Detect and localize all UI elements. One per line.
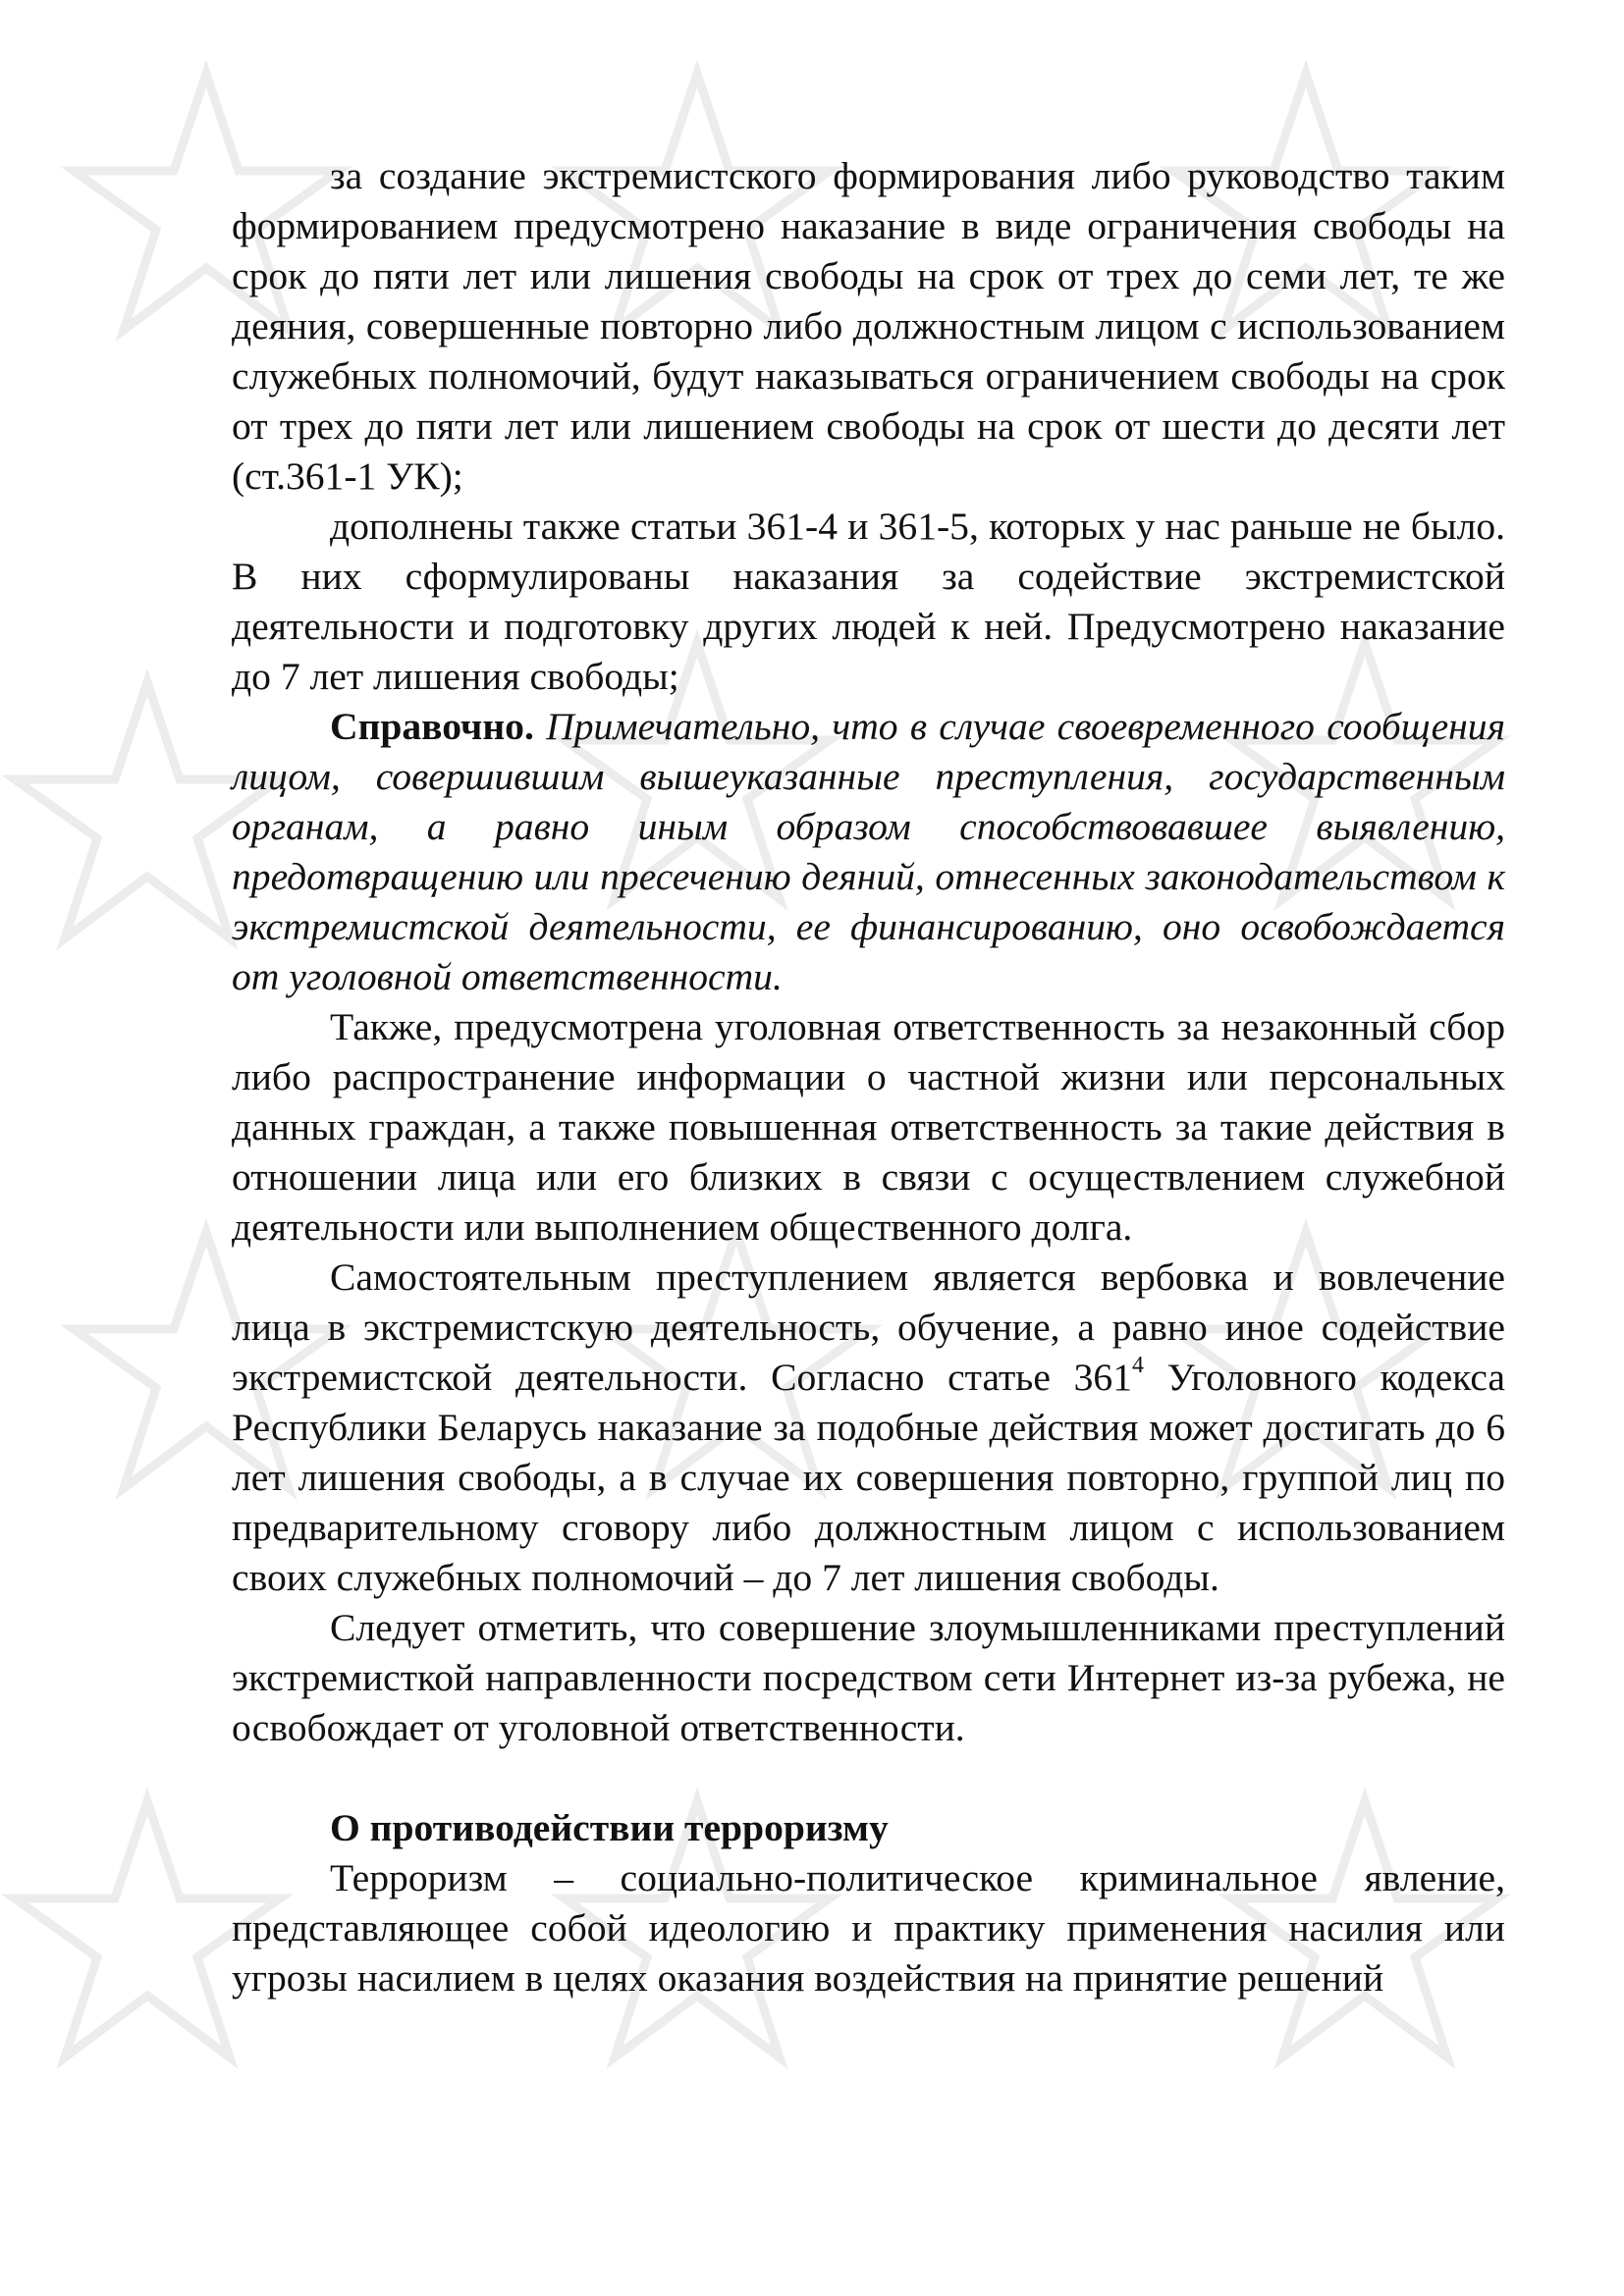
article-superscript: 4 [1131, 1353, 1144, 1379]
paragraph-internet-abroad: Следует отметить, что совершение злоумышленниками преступлений экстремисткой направленности посредством сети Интернет из-за рубежа, не освобождает от уголовной ответственности. [232, 1606, 1505, 1749]
paragraph-articles-361-4-361-5: дополнены также статьи 361-4 и 361-5, которых у нас раньше не было. В них сформулированы наказания за содействие экстремистской деятельности и подготовку других людей к ней. Предусмотрено наказание до 7 лет лишения свободы; [232, 505, 1505, 698]
paragraph-reference-note [232, 702, 1505, 1002]
reference-note-text: Примечательно, что в случае своевременного сообщения лицом, совершившим вышеуказанные преступления, государственным органам, а равно иным образом способствовавшее выявлению, предотвращению или пресечению деяний, отнесенных законодательством к экстремистской деятельности, ее финансированию, оно освобождается от уголовной ответственности. [232, 705, 1505, 998]
document-body [232, 151, 1505, 2003]
paragraph-terrorism-definition: Терроризм – социально-политическое криминальное явление, представляющее собой идеологию и практику применения насилия или угрозы насилием в целях оказания воздействия на принятие решений [232, 1856, 1505, 2000]
paragraph-recruitment-crime [232, 1253, 1505, 1603]
reference-note-label: Справочно. [330, 705, 534, 748]
recruitment-text-before: Самостоятельным преступлением является вербовка и вовлечение лица в экстремистскую деятельность, обучение, а равно иное содействие экстремистской деятельности. Согласно статье 361 [232, 1255, 1505, 1399]
recruitment-text-after: Уголовного кодекса Республики Беларусь наказание за подобные действия может достигать до 6 лет лишения свободы, а в случае их совершения повторно, группой лиц по предварительному сговору либо должностным лицом с использованием своих служебных полномочий – до 7 лет лишения свободы. [232, 1356, 1505, 1599]
paragraph-private-data-liability: Также, предусмотрена уголовная ответственность за незаконный сбор либо распространение информации о частной жизни или персональных данных граждан, а также повышенная ответственность за такие действия в отношении лица или его близких в связи с осуществлением служебной деятельности или выполнением общественного долга. [232, 1005, 1505, 1249]
paragraph-extremist-formation-penalty: за создание экстремистского формирования либо руководство таким формированием предусмотрено наказание в виде ограничения свободы на срок до пяти лет или лишения свободы на срок от трех до семи лет, те же деяния, совершенные повторно либо должностным лицом с использованием служебных полномочий, будут наказываться ограничением свободы на срок от трех до пяти лет или лишением свободы на срок от шести до десяти лет (ст.361-1 УК); [232, 154, 1505, 498]
section-heading-terrorism: О противодействии терроризму [330, 1806, 889, 1849]
